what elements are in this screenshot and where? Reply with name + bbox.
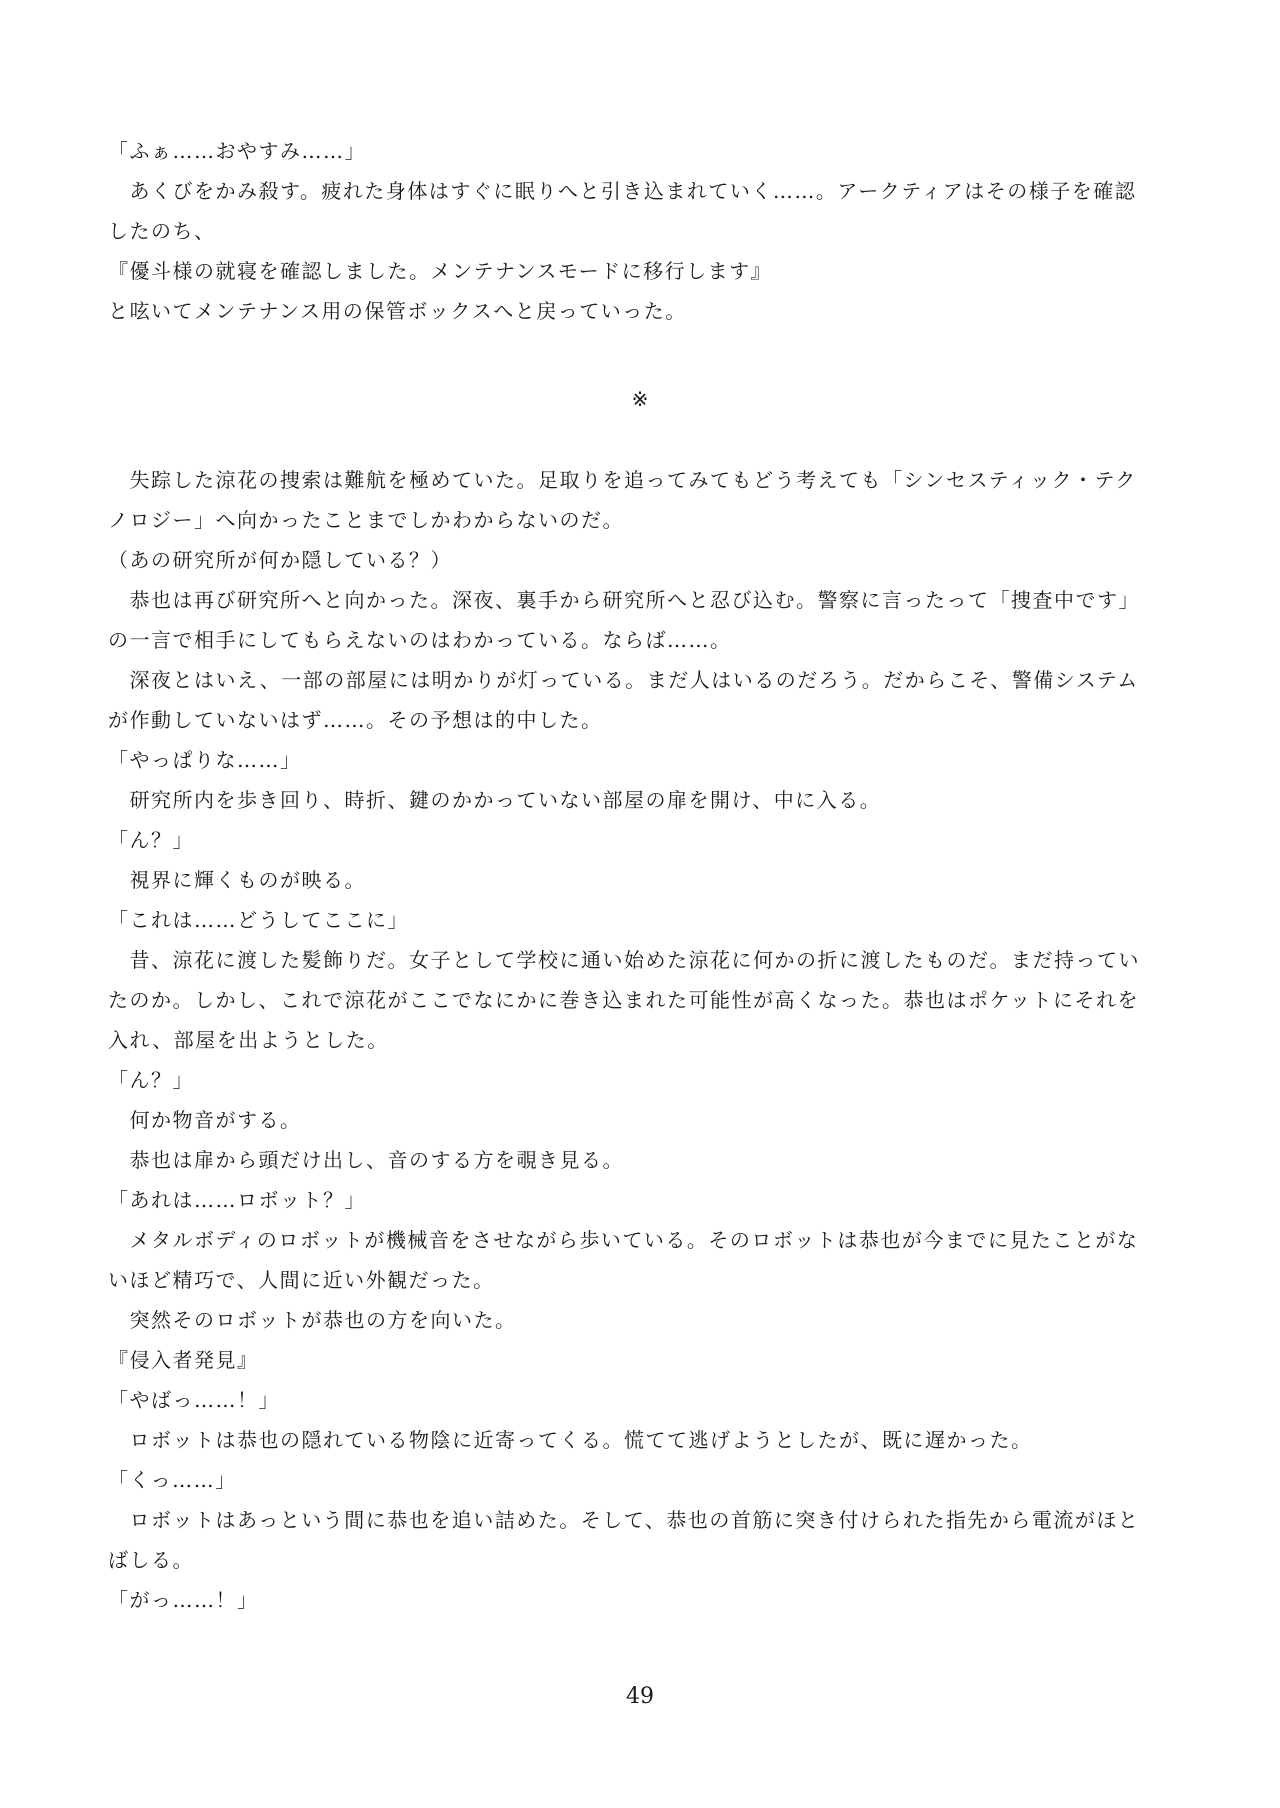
text-line: 「やばっ……！」 [108, 1388, 280, 1412]
text-line: したのち、 [108, 219, 216, 243]
text-line: メタルボディのロボットが機械音をさせながら歩いている。そのロボットは恭也が今までに見たことがな [108, 1228, 1139, 1252]
text-line: ばしる。 [108, 1548, 194, 1572]
text-line: （あの研究所が何か隠している？） [108, 548, 452, 572]
text-line: 恭也は扉から頭だけ出し、音のする方を覗き見る。 [108, 1148, 624, 1172]
text-line: ノロジー」へ向かったことまでしかわからないのだ。 [108, 508, 624, 532]
scene-separator: ※ [631, 387, 649, 411]
text-line: が作動していないはず……。その予想は的中した。 [108, 708, 603, 732]
text-block-main [108, 460, 1178, 1620]
text-line: 「ん？」 [108, 1068, 194, 1092]
text-line: 失踪した涼花の捜索は難航を極めていた。足取りを追ってみてもどう考えても「シンセスティック・テク [108, 468, 1137, 492]
text-line: ロボットはあっという間に恭也を追い詰めた。そして、恭也の首筋に突き付けられた指先から電流がほと [108, 1508, 1140, 1532]
text-line: 恭也は再び研究所へと向かった。深夜、裏手から研究所へと忍び込む。警察に言ったって「捜査中です」 [108, 588, 1140, 612]
page-number: 49 [626, 1684, 654, 1709]
text-line: 突然そのロボットが恭也の方を向いた。 [108, 1308, 517, 1332]
text-line: 「あれは……ロボット？」 [108, 1188, 366, 1212]
text-line: 『侵入者発見』 [108, 1348, 259, 1372]
text-line: の一言で相手にしてもらえないのはわかっている。ならば……。 [108, 628, 732, 652]
text-line: 「ん？」 [108, 828, 194, 852]
text-line: 「これは……どうしてここに」 [108, 908, 409, 932]
text-line: 「くっ……」 [108, 1468, 237, 1492]
text-line: と呟いてメンテナンス用の保管ボックスへと戻っていった。 [108, 299, 687, 323]
text-line: 視界に輝くものが映る。 [108, 868, 366, 892]
text-block-top [108, 131, 1178, 331]
text-line: 昔、涼花に渡した髪飾りだ。女子として学校に通い始めた涼花に何かの折に渡したものだ。まだ持ってい [108, 948, 1140, 972]
text-line: 研究所内を歩き回り、時折、鍵のかかっていない部屋の扉を開け、中に入る。 [108, 788, 882, 812]
text-line: ロボットは恭也の隠れている物陰に近寄ってくる。慌てて逃げようとしたが、既に遅かった。 [108, 1428, 1033, 1452]
text-line: あくびをかみ殺す。疲れた身体はすぐに眠りへと引き込まれていく……。アークティアはその様子を確認 [108, 179, 1137, 203]
text-line: 『優斗様の就寝を確認しました。メンテナンスモードに移行します』 [108, 259, 773, 283]
text-line: 「がっ……！」 [108, 1588, 259, 1612]
text-line: 何か物音がする。 [108, 1108, 302, 1132]
text-line: 入れ、部屋を出ようとした。 [108, 1028, 389, 1052]
text-line: たのか。しかし、これで涼花がここでなにかに巻き込まれた可能性が高くなった。恭也はポケットにそれを [108, 988, 1139, 1012]
text-line: 「やっぱりな……」 [108, 748, 302, 772]
text-line: 「ふぁ……おやすみ……」 [108, 139, 366, 163]
text-line: 深夜とはいえ、一部の部屋には明かりが灯っている。まだ人はいるのだろう。だからこそ、警備システム [108, 668, 1139, 692]
text-line: いほど精巧で、人間に近い外観だった。 [108, 1268, 495, 1292]
